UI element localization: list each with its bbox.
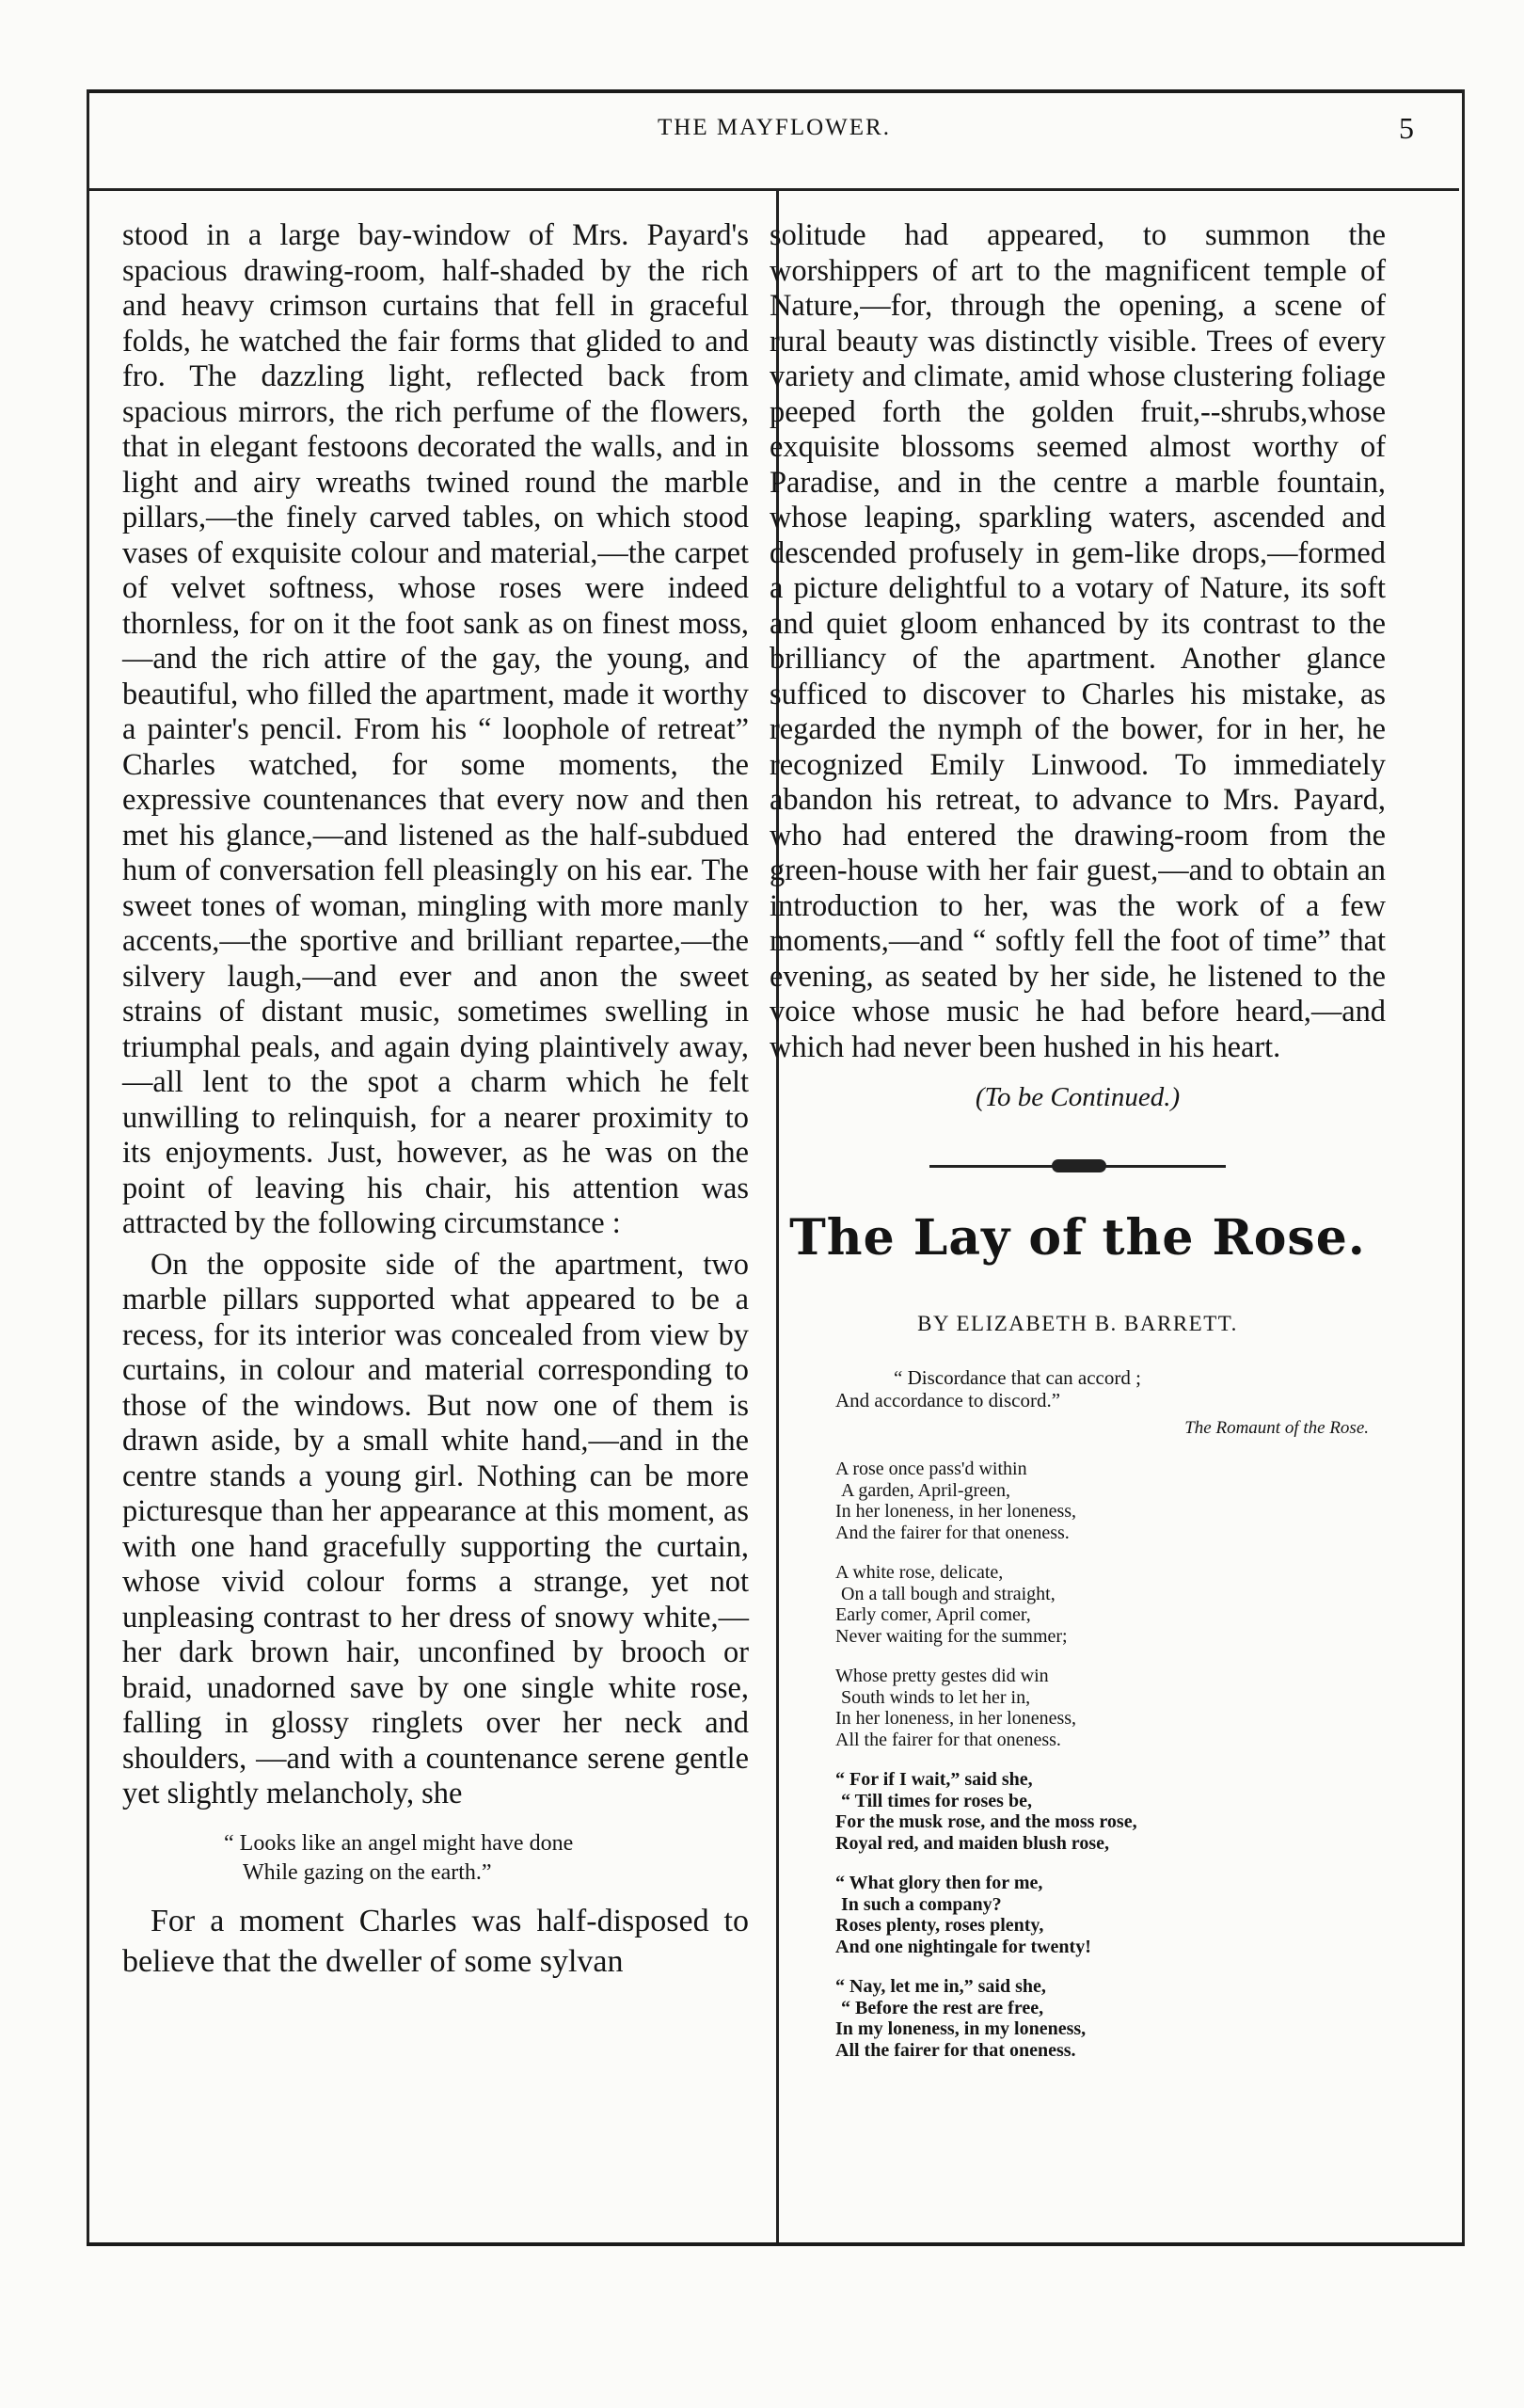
poem-line: In my loneness, in my loneness, [835,2018,1087,2039]
poem-line: On a tall bough and straight, [841,1583,1056,1604]
verse-line: “ Looks like an angel might have done [224,1830,574,1856]
paragraph: On the opposite side of the apartment, two marble pillars supported what appeared to be a recess, for its interior was concealed from view by curtains, in colour and material corresponding to those of the windows. But now one of them is drawn aside, by a small white hand,—and in the centre stands a young girl. Nothing can be more picturesque than her appearance at this moment, as with one hand gracefully supporting the curtain, whose vivid colour forms a strange, yet not unpleasing contrast to her dress of snowy white,—her dark brown hair, unconfined by brooch or braid, unadorned save by one single white rose, falling in glossy ringlets over her neck and shoulders, —and with a countenance serene gentle yet slightly melancholy, she [122,1247,749,1810]
poem-line: “ Before the rest are free, [841,1997,1044,2018]
quoted-verse [224,1829,749,1888]
poem-line: And one nightingale for twenty! [835,1936,1091,1957]
poem-line: In her loneness, in her loneness, [835,1708,1077,1729]
poem-line: A rose once pass'd within [835,1459,1027,1479]
to-be-continued: (To be Continued.) [975,1082,1181,1112]
poem-line: Whose pretty gestes did win [835,1666,1049,1686]
epigraph-source: The Romaunt of the Rose. [1184,1418,1369,1438]
poem-stanza [835,1666,1386,1750]
poem-stanza [835,1769,1386,1854]
poem-epigraph [835,1366,1386,1440]
poem-line: “ For if I wait,” said she, [835,1769,1033,1790]
verse-line: While gazing on the earth.” [243,1859,492,1885]
poem-line: South winds to let her in, [841,1686,1031,1708]
poem-line: All the fairer for that oneness. [835,2039,1076,2061]
right-column [770,218,1386,2061]
poem-stanza [835,1562,1386,1647]
running-title: THE MAYFLOWER. [658,115,891,140]
poem-line: “ Till times for roses be, [841,1790,1032,1811]
poem-line: “ Nay, let me in,” said she, [835,1976,1046,1997]
poem-line: Royal red, and maiden blush rose, [835,1832,1109,1854]
page-number: 5 [1399,111,1414,145]
poem-line: A white rose, delicate, [835,1562,1004,1583]
running-header [89,111,1459,162]
poem-line: In her loneness, in her loneness, [835,1501,1077,1522]
poem-line: And the fairer for that oneness. [835,1522,1070,1543]
poem-line: Never waiting for the summer; [835,1625,1068,1647]
paragraph: For a moment Charles was half-disposed to believe that the dweller of some sylvan [122,1903,749,1979]
paragraph: stood in a large bay-window of Mrs. Payard's spacious drawing-room, half-shaded by the rich and heavy crimson curtains that fell in graceful folds, he watched the fair forms that glided to and fro. The dazzling light, reflected back from spacious mirrors, the rich perfume of the flowers, that in elegant festoons decorated the walls, and in light and airy wreaths twined round the marble pillars,—the finely carved tables, on which stood vases of exquisite colour and material,—the carpet of velvet softness, whose roses were indeed thornless, for on it the foot sank as on finest moss,—and the rich attire of the gay, the young, and beautiful, who filled the apartment, made it worthy a painter's pencil. From his “ loophole of retreat” Charles watched, for some moments, the expressive countenances that every now and then met his glance,—and listened as the half-subdued hum of conversation fell pleasingly on his ear. The sweet tones of woman, mingling with more manly accents,—the sportive and brilliant repartee,—the silvery laugh,—and ever and anon the sweet strains of distant music, sometimes swelling in triumphal peals, and again dying plaintively away,—all lent to the spot a charm which he felt unwilling to relinquish, for a nearer proximity to its enjoyments. Just, however, as he was on the point of leaving his chair, his attention was attracted by the following circumstance : [122,218,749,1240]
poem-line: All the fairer for that oneness. [835,1729,1061,1750]
poem-title: The Lay of the Rose. [789,1209,1366,1267]
paragraph: solitude had appeared, to summon the worshippers of art to the magnificent temple of Nature,—for, through the opening, a scene of rural beauty was distinctly visible. Trees of every variety and climate, amid whose clustering foliage peeped forth the golden fruit,--shrubs,whose exquisite blossoms seemed almost worthy of Paradise, and in the centre a marble fountain, whose leaping, sparkling waters, ascended and descended profusely in gem-like drops,—formed a picture delightful to a votary of Nature, its soft and quiet gloom enhanced by its contrast to the brilliancy of the apartment. Another glance sufficed to discover to Charles his mistake, as regarded the nymph of the bower, for in her, he recognized Emily Linwood. To immediately abandon his retreat, to advance to Mrs. Payard, who had entered the drawing-room from the green-house with her fair guest,—and to obtain an introduction to her, was the work of a few moments,—and “ softly fell the foot of time” that evening, as seated by her side, he listened to the voice whose music he had before heard,—and which had never been hushed in his heart. [770,218,1386,1064]
left-column [122,218,749,1982]
poem-byline: BY ELIZABETH B. BARRETT. [917,1312,1238,1335]
poem-line: Roses plenty, roses plenty, [835,1915,1044,1936]
poem-line: Early comer, April comer, [835,1604,1031,1625]
poem-stanza [835,1976,1386,2061]
poem-line: In such a company? [841,1893,1002,1915]
poem-line: A garden, April-green, [841,1479,1010,1501]
ornamental-rule [929,1156,1226,1177]
poem-line: “ What glory then for me, [835,1873,1043,1893]
header-rule [89,188,1459,191]
poem-stanza [835,1459,1386,1543]
epigraph-line: “ Discordance that can accord ; [894,1366,1141,1389]
bottom-border-rule [87,2242,1465,2246]
poem-line: For the musk rose, and the moss rose, [835,1811,1137,1832]
poem-stanza [835,1873,1386,1957]
epigraph-line: And accordance to discord.” [835,1389,1061,1411]
